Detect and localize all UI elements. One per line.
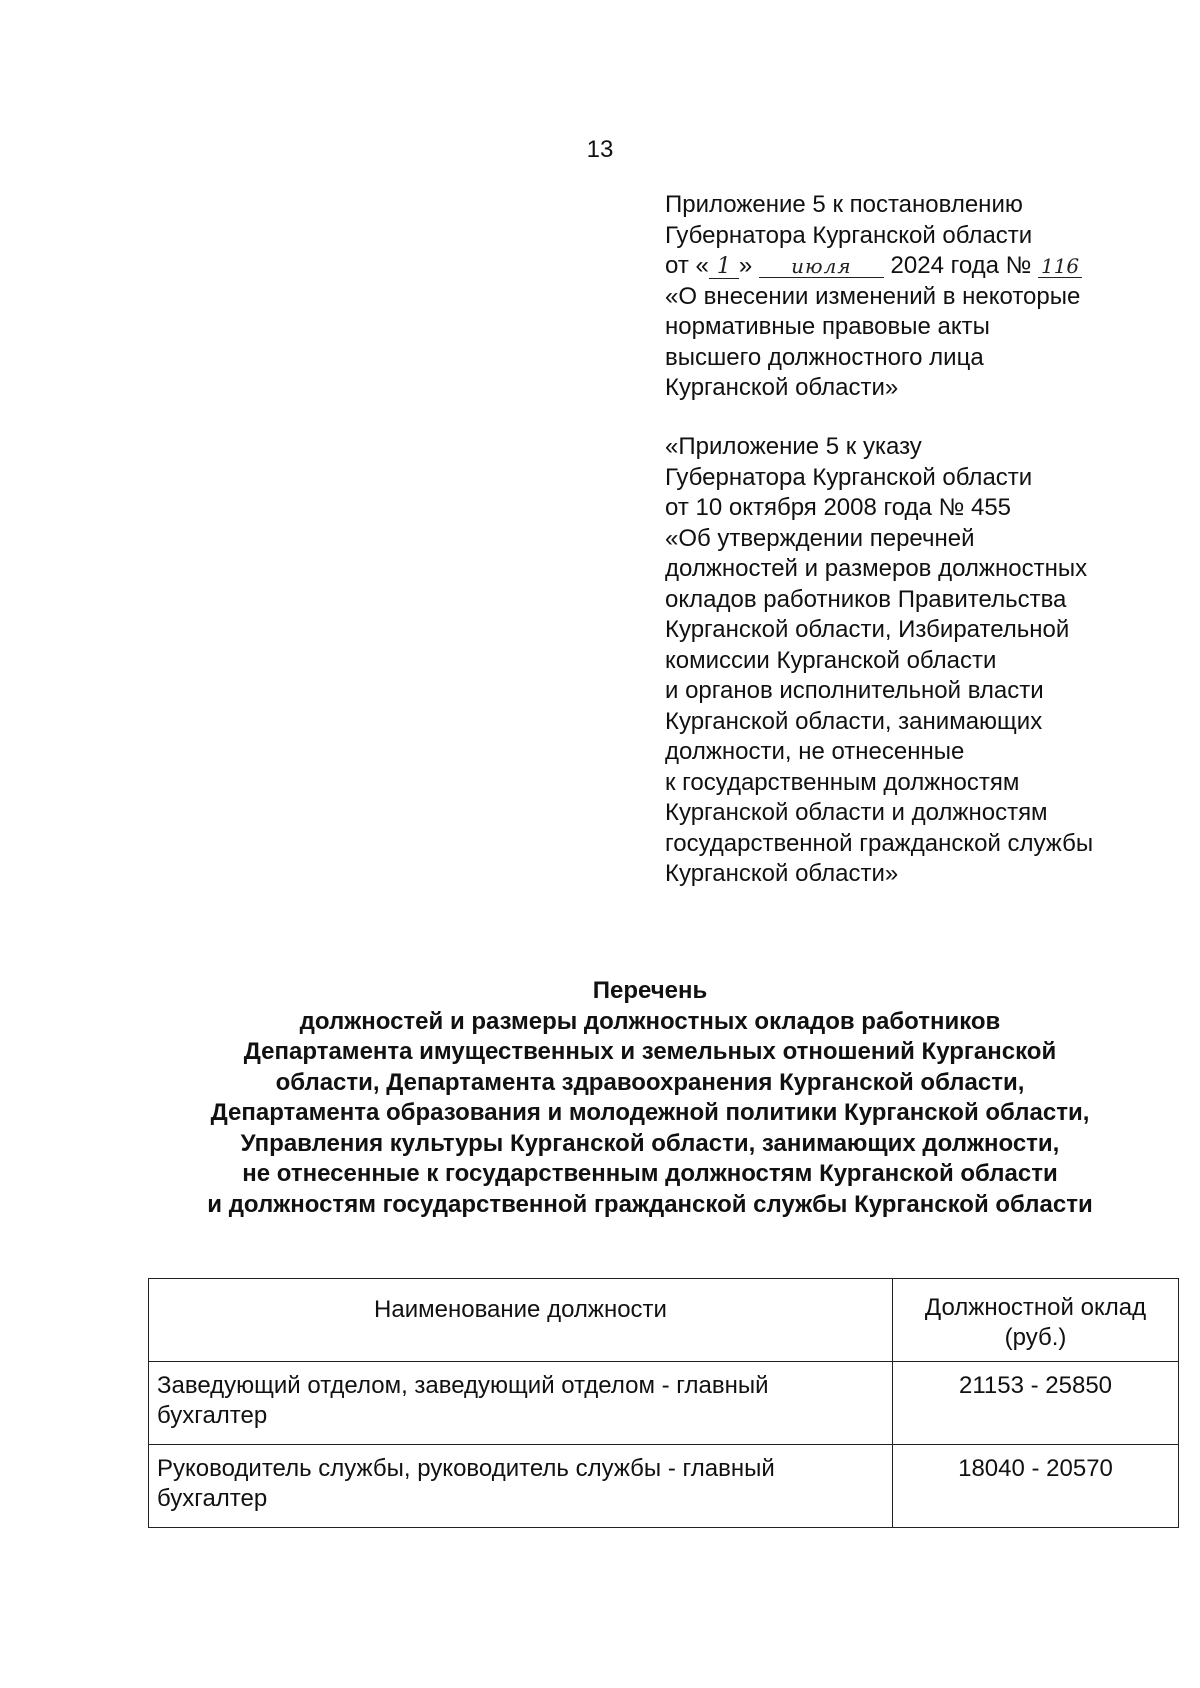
title-line: Управления культуры Курганской области, занимающих должности, <box>240 1129 1060 1157</box>
handwritten-doc-number: 116 <box>1038 255 1082 278</box>
title-line: Департамента образования и молодежной политики Курганской области, <box>210 1099 1090 1126</box>
table-row <box>149 1362 1179 1445</box>
position-cell <box>149 1362 893 1445</box>
document-title <box>140 976 1160 1220</box>
original-appendix-line: «Приложение 5 к указу <box>665 433 922 460</box>
original-appendix-line: Курганской области и должностям <box>665 799 1048 826</box>
date-prefix: от « <box>665 252 709 279</box>
header-salary <box>893 1279 1179 1362</box>
date-year: 2024 года № <box>890 252 1032 279</box>
page-number: 13 <box>586 136 614 163</box>
header-salary-unit: (руб.) <box>1004 1324 1067 1351</box>
title-line: должностей и размеры должностных окладов работников <box>299 1007 1001 1035</box>
original-appendix-line: Губернатора Курганской области <box>665 463 1033 491</box>
position-line: Руководитель службы, руководитель службы - главный <box>157 1455 775 1482</box>
amendment-subject-line: «О внесении изменений в некоторые <box>665 282 1081 310</box>
original-appendix-line: от 10 октября 2008 года № 455 <box>665 494 1012 521</box>
header-position: Наименование должности <box>149 1279 893 1362</box>
amendment-appendix-line: Губернатора Курганской области <box>665 221 1033 249</box>
original-appendix-line: государственной гражданской службы <box>665 829 1094 857</box>
amendment-subject-line: высшего должностного лица <box>665 343 984 371</box>
positions-table <box>148 1278 1179 1528</box>
amendment-appendix-header <box>665 190 1165 404</box>
original-appendix-line: должностей и размеров должностных <box>665 555 1088 582</box>
position-line: бухгалтер <box>157 1402 268 1429</box>
original-appendix-line: должности, не отнесенные <box>665 738 965 765</box>
position-cell <box>149 1445 893 1528</box>
table-row <box>149 1445 1179 1528</box>
original-appendix-header <box>665 432 1165 890</box>
table-header-row <box>149 1279 1179 1362</box>
amendment-date-line <box>665 251 1165 282</box>
original-appendix-line: «Об утверждении перечней <box>665 524 975 552</box>
original-appendix-line: Курганской области, занимающих <box>665 707 1043 735</box>
header-salary-line: Должностной оклад <box>924 1294 1147 1321</box>
position-line: бухгалтер <box>157 1485 268 1512</box>
title-line: не отнесенные к государственным должностям Курганской области <box>242 1160 1058 1187</box>
title-line: области, Департамента здравоохранения Курганской области, <box>275 1068 1025 1096</box>
handwritten-day: 1 <box>709 256 739 279</box>
date-mid: » <box>738 252 753 279</box>
amendment-appendix-line: Приложение 5 к постановлению <box>665 191 1023 218</box>
original-appendix-line: Курганской области» <box>665 860 899 887</box>
amendment-subject-line: нормативные правовые акты <box>665 313 990 340</box>
title-heading: Перечень <box>592 977 708 1004</box>
title-line: и должностям государственной гражданской службы Курганской области <box>207 1190 1093 1218</box>
salary-cell: 18040 - 20570 <box>893 1445 1179 1528</box>
original-appendix-line: и органов исполнительной власти <box>665 677 1044 704</box>
original-appendix-line: к государственным должностям <box>665 768 1020 796</box>
original-appendix-line: комиссии Курганской области <box>665 646 997 674</box>
position-line: Заведующий отделом, заведующий отделом - главный <box>157 1372 769 1399</box>
original-appendix-line: Курганской области, Избирательной <box>665 616 1070 643</box>
salary-cell: 21153 - 25850 <box>893 1362 1179 1445</box>
amendment-subject-line: Курганской области» <box>665 374 899 401</box>
handwritten-month: июля <box>759 255 884 278</box>
original-appendix-line: окладов работников Правительства <box>665 585 1067 613</box>
title-line: Департамента имущественных и земельных отношений Курганской <box>243 1038 1057 1065</box>
